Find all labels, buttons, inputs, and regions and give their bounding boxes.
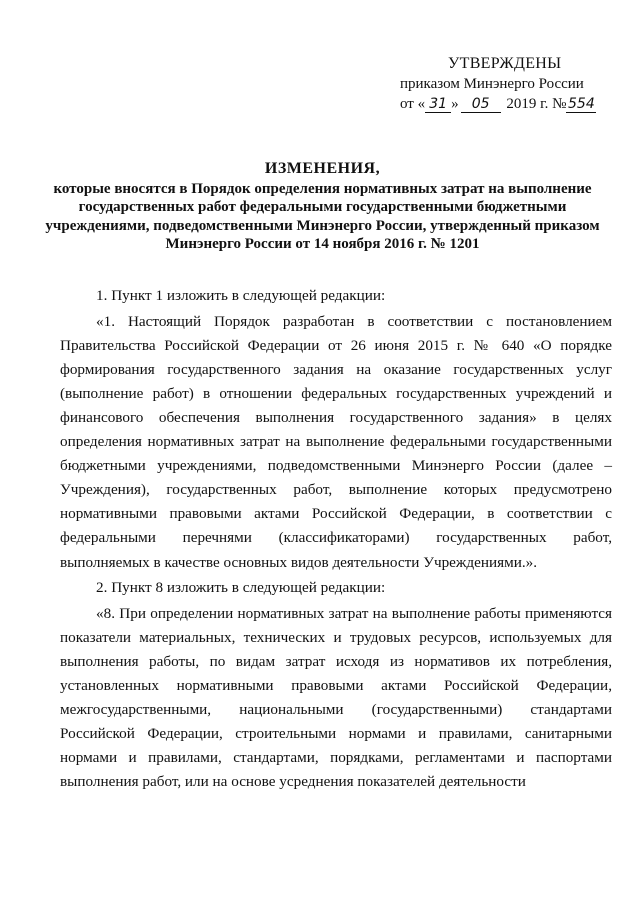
handwritten-order-number: 554 <box>568 96 595 112</box>
date-prefix: от « <box>400 96 426 112</box>
paragraph-item-1-text: «1. Настоящий Порядок разработан в соответствии с постановлением Правительства Российской Федерации от 26 июня 2015 г. № 640 «О порядке формирования государственного задания на оказание государственных услуг (выполнение работ) в отношении федеральных государственных учреждений и финансового обеспечения выполнения государственного задания» в целях определения нормативных затрат на выполнение федеральными государственными бюджетными учреждениями, подведомственными Минэнерго России (далее – Учреждения), государственных работ, выполнение которых предусмотрено нормативными правовыми актами Российской Федерации, в соответствии с федеральными перечнями (классификаторами) государственных работ, выполняемых в качестве основных видов деятельности Учреждениями.». <box>60 312 612 571</box>
document-body <box>60 284 612 796</box>
approval-date-line <box>400 94 620 114</box>
approval-title: УТВЕРЖДЕНЫ <box>448 55 562 72</box>
document-heading <box>40 160 605 254</box>
heading-subtitle: которые вносятся в Порядок определения нормативных затрат на выполнение государственных работ федеральными государственными бюджетными учреждениями, подведомственными Минэнерго России, утвержденный приказом Минэнерго России от 14 ноября 2016 г. № 1201 <box>45 180 600 252</box>
paragraph-item-2-text: «8. При определении нормативных затрат на выполнение работы применяются показатели материальных, технических и трудовых ресурсов, используемых для выполнения работы, по видам затрат исходя из нормативов их потребления, установленных нормативными правовыми актами Российской Федерации, межгосударственными, национальными (государственными) стандартами Российской Федерации, строительными нормами и правилами, санитарными нормами и правилами, стандартами, порядками, регламентами и паспортами выполнения работ, или на основе усреднения показателей деятельности <box>60 604 612 791</box>
approval-stamp <box>400 54 620 114</box>
date-mid: » <box>451 96 459 112</box>
paragraph-item-2-intro: 2. Пункт 8 изложить в следующей редакции: <box>96 579 386 597</box>
handwritten-month: 05 <box>461 97 501 113</box>
paragraph-item-1-intro: 1. Пункт 1 изложить в следующей редакции: <box>96 287 386 304</box>
date-year: 2019 г. № <box>506 96 567 112</box>
handwritten-day: 31 <box>425 97 451 113</box>
approval-order-line: приказом Минэнерго России <box>400 76 584 92</box>
heading-title: ИЗМЕНЕНИЯ, <box>264 160 381 177</box>
